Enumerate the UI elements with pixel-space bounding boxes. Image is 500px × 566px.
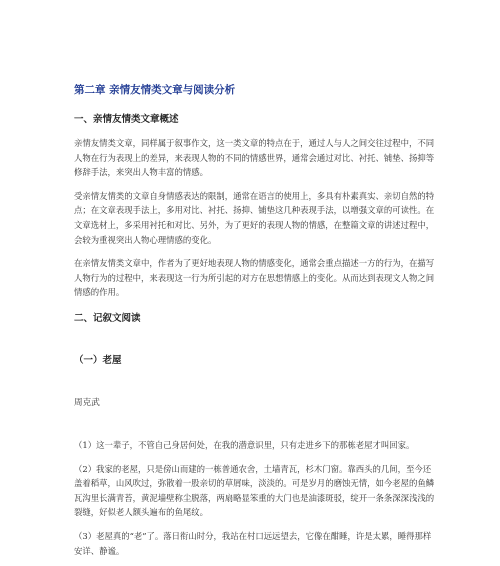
- section-heading-reading: 二、记叙文阅读: [74, 312, 141, 324]
- spacer: [74, 326, 438, 354]
- paragraph: 亲情友情类文章，同样属于叙事作文，这一类文章的特点在于，通过人与人之间交往过程中，不同人物在行为表现上的差异，来表现人物的不同的情感世界，通常会通过对比、衬托、铺垫、扬抑等修辞手法，来突出人物丰富的情感。: [74, 138, 435, 178]
- spacer: [74, 520, 438, 529]
- spacer: [74, 180, 438, 189]
- paragraph: 受亲情友情类的文章自身情感表达的限制，通常在语言的使用上，多具有朴素真实、亲切自然的特点；在文章表现手法上，多用对比、衬托、扬抑、铺垫这几种表现手法，以增强文章的可读性。在文章选材上，多采用衬托和对比、另外，为了更好的表现人物的情感，在整篇文章的讲述过程中，会较为重视突出人物心理情感的变化。: [74, 190, 435, 245]
- article-paragraph: （3）老屋真的“老”了。落日衔山时分，我站在村口远远望去，它像在酣睡，许是太累，睡得那样安详、静谧。: [74, 530, 432, 556]
- article-title: （一）老屋: [74, 354, 122, 366]
- spacer: [74, 453, 438, 462]
- spacer: [74, 410, 438, 438]
- document-page: [74, 82, 438, 558]
- chapter-title: 第二章 亲情友情类文章与阅读分析: [74, 84, 236, 96]
- spacer: [74, 300, 438, 312]
- section-heading-overview: 一、亲情友情类文章概述: [74, 114, 179, 125]
- spacer: [74, 127, 438, 136]
- spacer: [74, 368, 438, 396]
- article-author: 周克武: [74, 397, 100, 408]
- paragraph: 在亲情友情类文章中，作者为了更好地表现人物的情感变化，通常会重点描述一方的行为，在描写人物行为的过程中，来表现这一行为所引起的对方在思想情感上的变化。从而达到表现文人物之间情感的作用。: [74, 258, 435, 298]
- article-paragraph: （1）这一辈子，不管自己身居何处，在我的潜意识里，只有走进乡下的那栋老屋才叫回家。: [74, 439, 415, 450]
- article-paragraph: （2）我家的老屋，只是傍山而建的一栋普通农舍，土墙青瓦，杉木门窗。靠西头的几间，至今还盖着稻草，山风吹过，弥散着一股亲切的草屑味，淡淡的。可是岁月的磨蚀无情，如今老屋的鱼鳞瓦沟里长满青苔，黄泥墙壁称尘脱落，两扇略显笨重的大门也是油漆斑驳，绽开一条条深深浅浅的裂缝，好似老人额头遍布的鱼尾纹。: [74, 463, 435, 518]
- spacer: [74, 247, 438, 256]
